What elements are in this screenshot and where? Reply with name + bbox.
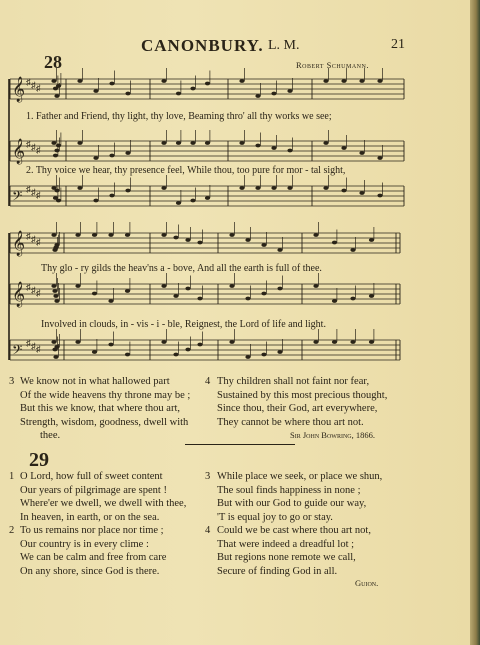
staff-5-note: [52, 289, 57, 293]
staff-6-note: [53, 355, 58, 359]
staff-2-note: [205, 141, 210, 145]
verse-number: 4: [205, 376, 211, 387]
staff-5-note: [161, 284, 166, 288]
staff-1-note: [205, 82, 210, 86]
staff-1-note: [54, 94, 59, 98]
staff-2-note: [93, 156, 98, 160]
staff-5-note: [54, 299, 59, 303]
staff-6-note: [229, 340, 234, 344]
staff-4-note: [313, 233, 318, 237]
staff-2-note: [161, 141, 166, 145]
staff-1-note: [341, 79, 346, 83]
staff-6-note: [51, 340, 56, 344]
staff-5-note: [229, 284, 234, 288]
verse-line: Strength, wisdom, goodness, dwell with: [20, 416, 189, 428]
sharp-icon: ♯: [26, 231, 31, 241]
staff-6-note: [54, 345, 59, 349]
staff-2-note: [341, 146, 346, 150]
staff-3-note: [377, 194, 382, 198]
staff-2-note: [51, 141, 56, 145]
staff-6-note: [332, 340, 337, 344]
staff-5-note: [108, 299, 113, 303]
staff-6-note: [369, 340, 374, 344]
composer-credit: Robert Schumann.: [296, 60, 369, 70]
staff-4-note: [125, 233, 130, 237]
staff-2-note: [287, 149, 292, 153]
treble-clef-icon: 𝄞: [12, 77, 26, 102]
bass-clef-icon: 𝄢: [12, 188, 23, 207]
staff-2-note: [190, 141, 195, 145]
staff-3-note: [323, 186, 328, 190]
verse-line: That were indeed a dreadful lot ;: [217, 538, 355, 550]
lyric-line-2: 2. Thy voice we hear, thy presence feel, While thou, too pure for mor - tal sight,: [26, 165, 346, 176]
staff-4-note: [173, 236, 178, 240]
staff-6-note: [261, 353, 266, 357]
verse-line: 'T is equal joy to go or stay.: [217, 511, 333, 523]
staff-4-note: [161, 233, 166, 237]
staff-1-note: [176, 92, 181, 96]
verse-line: O Lord, how full of sweet content: [20, 471, 163, 482]
staff-4-note: [108, 233, 113, 237]
staff-6-note: [350, 340, 355, 344]
treble-clef-icon: 𝄞: [12, 231, 26, 256]
sharp-icon: ♯: [26, 338, 31, 348]
staff-1-note: [51, 79, 56, 83]
staff-3-note: [341, 189, 346, 193]
verse-line: In heaven, in earth, or on the sea.: [20, 511, 160, 523]
sharp-icon: ♯: [26, 282, 31, 292]
sharp-icon: ♯: [36, 145, 41, 155]
staff-1-note: [359, 79, 364, 83]
staff-6-note: [125, 353, 130, 357]
staff-2-note: [125, 151, 130, 155]
staff-5-note: [51, 284, 56, 288]
staff-3-note: [287, 186, 292, 190]
staff-6-note: [197, 343, 202, 347]
bass-clef-icon: 𝄢: [12, 342, 23, 361]
staff-3-note: [56, 199, 61, 203]
staff-6-note: [245, 355, 250, 359]
lyric-line-1: 1. Father and Friend, thy light, thy love, Beaming thro' all thy works we see;: [26, 111, 332, 122]
staff-5-note: [197, 297, 202, 301]
staff-1-note: [255, 94, 260, 98]
sharp-icon: ♯: [36, 237, 41, 247]
staff-3-note: [54, 189, 59, 193]
sharp-icon: ♯: [36, 288, 41, 298]
hymn-tune-title: CANONBURY.: [141, 36, 264, 55]
staff-5-note: [245, 297, 250, 301]
staff-1-note: [239, 79, 244, 83]
verse-line: Of the wide heavens thy throne may be ;: [20, 389, 191, 401]
staff-2-note: [359, 151, 364, 155]
author-attribution-29: Guion.: [355, 578, 379, 588]
sharp-icon: ♯: [36, 83, 41, 93]
verse-number: 3: [205, 471, 211, 482]
staff-4-note: [229, 233, 234, 237]
sharp-icon: ♯: [31, 142, 36, 152]
staff-6-note: [161, 340, 166, 344]
staff-1-note: [323, 79, 328, 83]
verse-line: They cannot be where thou art not.: [217, 416, 364, 428]
verse-2: [20, 524, 166, 578]
sharp-icon: ♯: [26, 139, 31, 149]
staff-1-note: [56, 84, 61, 88]
verse-line: Where'er we dwell, we dwell with thee,: [20, 498, 187, 509]
verse-line: But this we know, that where thou art,: [20, 403, 180, 414]
staff-5-note: [261, 292, 266, 296]
verse-4: [217, 375, 387, 429]
verse-line: We know not in what hallowed part: [20, 376, 170, 387]
staff-5-note: [53, 294, 58, 298]
verse-line: Thy children shall not faint nor fear,: [217, 376, 370, 387]
verse-number: 1: [9, 471, 15, 482]
staff-2-note: [239, 141, 244, 145]
lyric-line-3: Thy glo - ry gilds the heav'ns a - bove, And all the earth is full of thee.: [41, 263, 322, 274]
verse-line: But with our God to guide our way,: [217, 498, 367, 509]
verse-1: [20, 470, 186, 524]
staff-3-note: [161, 186, 166, 190]
sharp-icon: ♯: [36, 190, 41, 200]
sharp-icon: ♯: [31, 234, 36, 244]
staff-2-note: [77, 141, 82, 145]
staff-6-note: [185, 348, 190, 352]
verse-line: To us remains nor place nor time ;: [20, 525, 164, 536]
verse-line: Could we be cast where thou art not,: [217, 525, 371, 536]
staff-1-note: [287, 89, 292, 93]
staff-3-note: [205, 196, 210, 200]
verse-3: [20, 375, 190, 443]
verse-line: Secure of finding God in all.: [217, 565, 338, 577]
sharp-icon: ♯: [36, 344, 41, 354]
staff-6-note: [313, 340, 318, 344]
staff-3-note: [255, 186, 260, 190]
staff-2-note: [377, 156, 382, 160]
verse-line: We can be calm and free from care: [20, 552, 167, 563]
hymn-number-29: 29: [29, 449, 49, 471]
staff-4-note: [350, 248, 355, 252]
verse-4-hymn29: [217, 524, 371, 578]
verse-line: While place we seek, or place we shun,: [217, 471, 383, 482]
hymn-number-28: 28: [44, 52, 62, 72]
staff-3-note: [359, 191, 364, 195]
staff-4-note: [369, 238, 374, 242]
staff-3-note: [190, 199, 195, 203]
staff-4-note: [51, 233, 56, 237]
staff-5-note: [332, 299, 337, 303]
hymn-meter: L. M.: [268, 38, 300, 53]
sharp-icon: ♯: [31, 187, 36, 197]
sharp-icon: ♯: [31, 80, 36, 90]
staff-5-note: [350, 297, 355, 301]
verse-line: Since thou, their God, art everywhere,: [217, 403, 378, 414]
staff-3-note: [239, 186, 244, 190]
staff-1-note: [109, 82, 114, 86]
verse-number: 4: [205, 525, 211, 536]
verse-line: Our country is in every clime :: [20, 538, 149, 550]
staff-1-note: [93, 89, 98, 93]
staff-4-note: [54, 243, 59, 247]
staff-6-note: [277, 350, 282, 354]
staff-1-note: [271, 92, 276, 96]
treble-clef-icon: 𝄞: [12, 282, 26, 307]
verse-line: Sustained by this most precious thought,: [217, 389, 388, 401]
staff-2-note: [53, 154, 58, 158]
staff-3-note: [176, 201, 181, 205]
staff-4-note: [92, 233, 97, 237]
sharp-icon: ♯: [31, 341, 36, 351]
lyric-line-4: Involved in clouds, in - vis - i - ble, Reignest, the Lord of life and light.: [41, 319, 326, 330]
staff-5-note: [125, 289, 130, 293]
staff-4-note: [277, 248, 282, 252]
staff-3-note: [109, 194, 114, 198]
staff-1-note: [190, 87, 195, 91]
staff-6-note: [92, 350, 97, 354]
sharp-icon: ♯: [31, 285, 36, 295]
staff-2-note: [271, 146, 276, 150]
author-attribution: Sir John Bowring, 1866.: [290, 430, 375, 440]
verse-line: But regions none remote we call,: [217, 552, 356, 563]
staff-5-note: [173, 294, 178, 298]
staff-1-note: [161, 79, 166, 83]
staff-6-note: [108, 343, 113, 347]
staff-5-note: [75, 284, 80, 288]
staff-4-note: [75, 233, 80, 237]
staff-1-note: [77, 79, 82, 83]
verse-number: 3: [9, 376, 15, 387]
sharp-icon: ♯: [26, 184, 31, 194]
page-number: 21: [391, 37, 405, 52]
staff-4-note: [332, 241, 337, 245]
staff-1-note: [377, 79, 382, 83]
staff-2-note: [176, 141, 181, 145]
staff-5-note: [369, 294, 374, 298]
staff-1-note: [125, 92, 130, 96]
staff-3-note: [125, 189, 130, 193]
verse-line: Our years of pilgrimage are spent !: [20, 484, 167, 496]
staff-5-note: [185, 287, 190, 291]
staff-5-note: [313, 284, 318, 288]
sharp-icon: ♯: [26, 77, 31, 87]
staff-5-note: [277, 287, 282, 291]
staff-3-note: [93, 199, 98, 203]
verse-line: The soul finds happiness in none ;: [217, 484, 361, 496]
treble-clef-icon: 𝄞: [12, 139, 26, 164]
staff-4-note: [185, 238, 190, 242]
staff-2-note: [255, 144, 260, 148]
divider-rule: [185, 444, 295, 445]
staff-3-note: [271, 186, 276, 190]
verse-3-hymn29: [217, 470, 382, 524]
staff-5-note: [92, 292, 97, 296]
verse-line: On any shore, since God is there.: [20, 565, 160, 577]
staff-2-note: [109, 154, 114, 158]
staff-6-note: [173, 353, 178, 357]
staff-4-note: [245, 238, 250, 242]
staff-2-note: [54, 149, 59, 153]
staff-3-note: [77, 186, 82, 190]
verse-line: thee.: [40, 430, 61, 441]
staff-6-note: [75, 340, 80, 344]
staff-4-note: [197, 241, 202, 245]
verse-number: 2: [9, 525, 15, 536]
staff-2-note: [323, 141, 328, 145]
staff-2-note: [56, 144, 61, 148]
staff-4-note: [261, 243, 266, 247]
